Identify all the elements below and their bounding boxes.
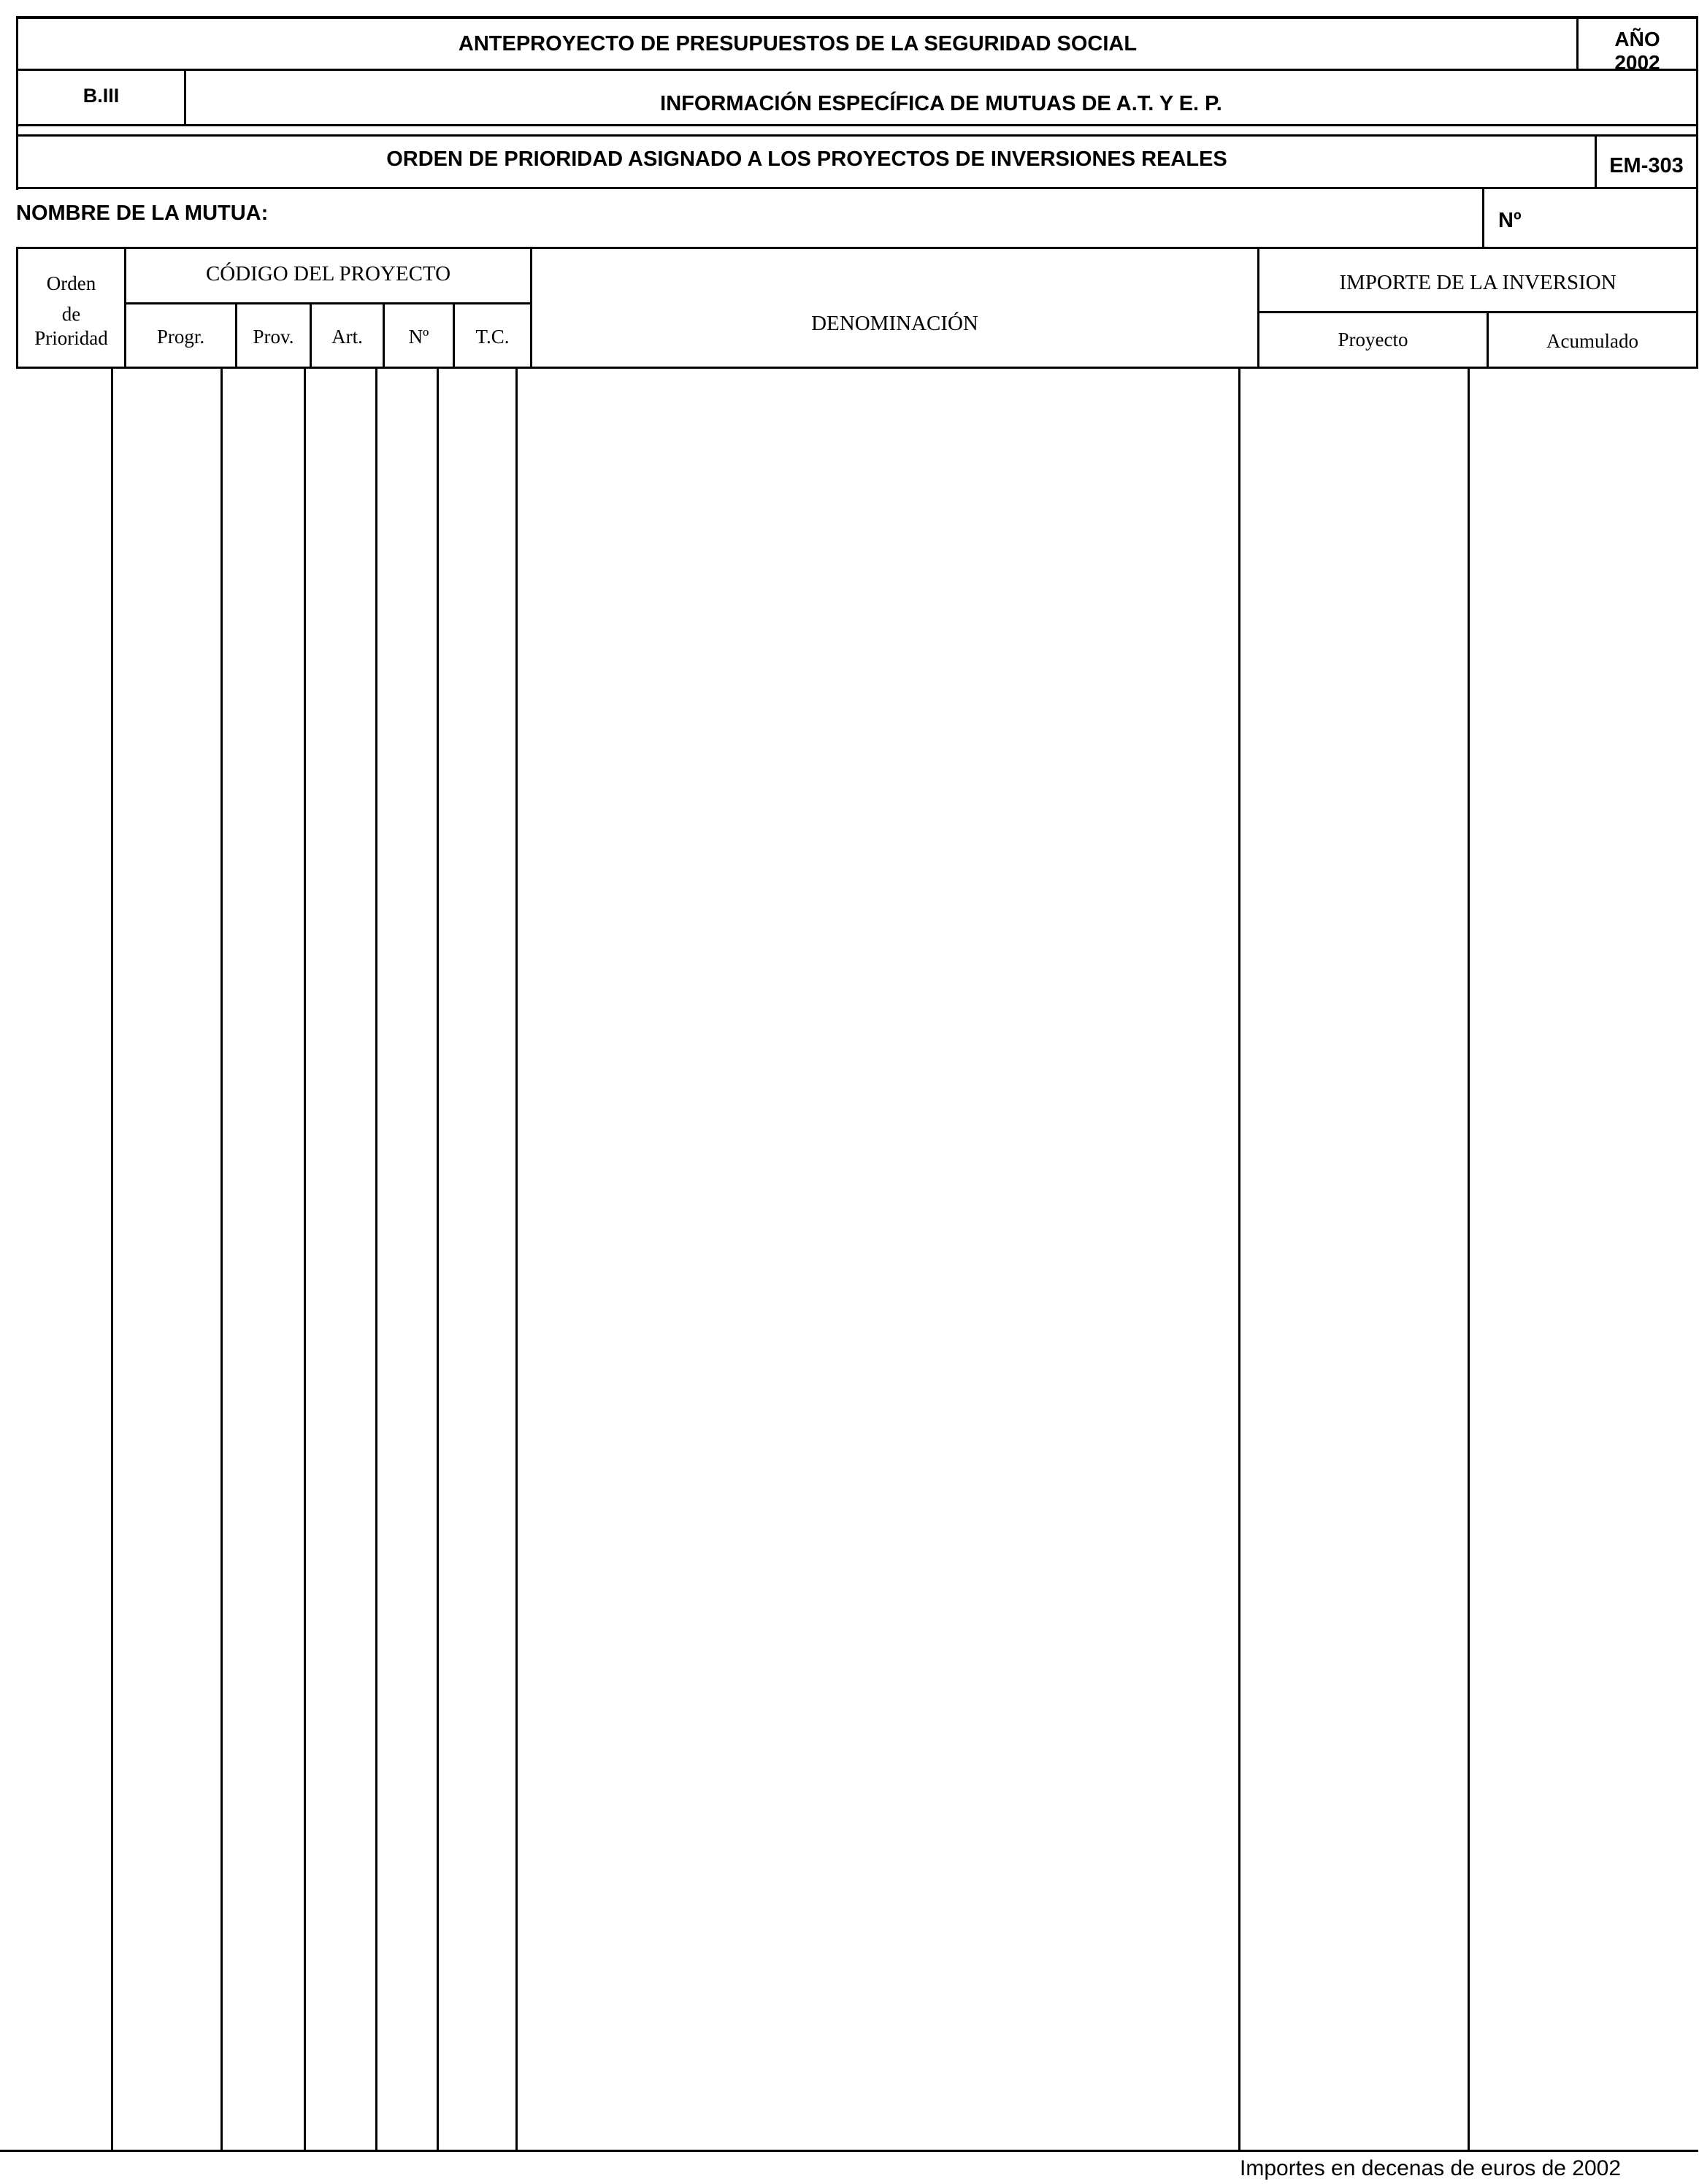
denominacion-header: DENOMINACIÓN [811, 311, 978, 335]
year-label: AÑO [1614, 28, 1660, 50]
art-column-cells[interactable] [306, 369, 375, 2150]
col-numero-header: Nº [408, 325, 429, 348]
mutua-name-field[interactable] [307, 191, 1475, 244]
section-subtitle: INFORMACIÓN ESPECÍFICA DE MUTUAS DE A.T. Y E. P. [660, 91, 1222, 115]
form-header [0, 0, 1699, 248]
orden-column-cells[interactable] [16, 369, 111, 2150]
col-progr-header: Progr. [156, 325, 205, 348]
orden-header-line3: Prioridad [34, 326, 108, 349]
form-title: ANTEPROYECTO DE PRESUPUESTOS DE LA SEGURIDAD SOCIAL [458, 31, 1138, 55]
prov-column-cells[interactable] [223, 369, 304, 2150]
mutua-name-label: NOMBRE DE LA MUTUA: [16, 201, 269, 225]
col-acumulado-header: Acumulado [1546, 329, 1638, 352]
report-title: ORDEN DE PRIORIDAD ASIGNADO A LOS PROYECTOS DE INVERSIONES REALES [386, 147, 1227, 171]
mutua-number-field[interactable] [1541, 191, 1694, 244]
col-prov-header: Prov. [253, 325, 294, 348]
tc-column-cells[interactable] [439, 369, 515, 2150]
codigo-proyecto-header: CÓDIGO DEL PROYECTO [205, 261, 451, 286]
projects-table [0, 248, 1699, 2161]
proyecto-column-cells[interactable] [1240, 369, 1468, 2150]
denominacion-column-cells[interactable] [518, 369, 1238, 2150]
year-value: 2002 [1614, 51, 1660, 74]
acumulado-column-cells[interactable] [1470, 369, 1696, 2150]
form-code: EM-303 [1609, 153, 1684, 177]
col-art-header: Art. [331, 325, 363, 348]
mutua-number-label: Nº [1498, 208, 1522, 232]
col-tc-header: T.C. [475, 325, 510, 348]
importe-inversion-header: IMPORTE DE LA INVERSION [1339, 270, 1616, 294]
numero-column-cells[interactable] [377, 369, 437, 2150]
col-proyecto-header: Proyecto [1338, 328, 1408, 350]
section-code: B.III [83, 84, 120, 107]
footer-note: Importes en decenas de euros de 2002 [1240, 2156, 1622, 2180]
orden-header-line2: de [61, 302, 81, 325]
progr-column-cells[interactable] [113, 369, 220, 2150]
orden-header-line1: Orden [46, 272, 96, 294]
